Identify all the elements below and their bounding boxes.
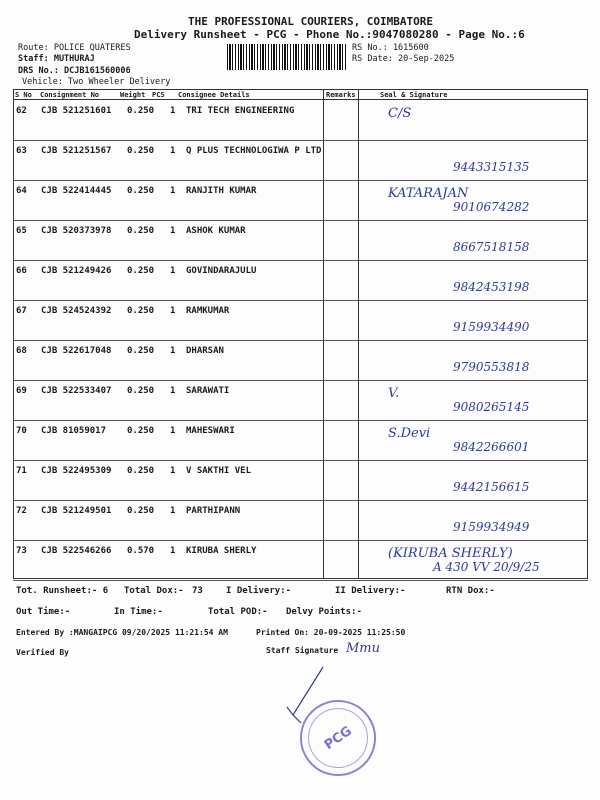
row-signature-phone: 9080265145 <box>453 400 530 414</box>
row-consignee: RAMKUMAR <box>186 306 230 316</box>
col-weight: Weight <box>120 91 146 99</box>
row-pcs: 1 <box>170 226 176 236</box>
table-row <box>13 500 588 540</box>
row-signature-phone: 9159934490 <box>453 320 530 334</box>
col-seal-signature: Seal & Signature <box>380 91 448 99</box>
table-row <box>13 100 588 140</box>
row-consignment-no: CJB 522546266 <box>41 546 112 556</box>
rs-number: RS No.: 1615600 <box>352 43 429 53</box>
row-consignee: PARTHIPANN <box>186 506 241 516</box>
runsheet-title: Delivery Runsheet - PCG - Phone No.:9047080280 - Page No.:6 <box>134 28 525 41</box>
row-pcs: 1 <box>170 306 176 316</box>
row-consignment-no: CJB 521249501 <box>41 506 112 516</box>
i-delivery: I Delivery:- <box>226 586 292 596</box>
row-consignment-no: CJB 522617048 <box>41 346 112 356</box>
row-weight: 0.250 <box>127 386 155 396</box>
row-pcs: 1 <box>170 506 176 516</box>
row-consignee: SARAWATI <box>186 386 230 396</box>
row-weight: 0.250 <box>127 106 155 116</box>
delivery-points: Delvy Points:- <box>286 607 362 617</box>
row-signature: (KIRUBA SHERLY) <box>388 546 513 561</box>
row-pcs: 1 <box>170 146 176 156</box>
row-weight: 0.250 <box>127 146 155 156</box>
row-consignee: TRI TECH ENGINEERING <box>186 106 295 116</box>
row-weight: 0.250 <box>127 266 155 276</box>
row-weight: 0.250 <box>127 426 155 436</box>
table-row <box>13 540 588 580</box>
total-dox-value: 73 <box>192 586 203 596</box>
col-pcs: PCS <box>152 91 165 99</box>
table-row <box>13 140 588 180</box>
table-row <box>13 260 588 300</box>
col-sno: S No <box>15 91 32 99</box>
row-signature-phone: 9010674282 <box>453 200 530 214</box>
drs-label: DRS No.: DCJB161560006 <box>18 66 131 76</box>
row-weight: 0.250 <box>127 346 155 356</box>
row-signature: KATARAJAN <box>388 186 469 201</box>
row-consignee: V SAKTHI VEL <box>186 466 252 476</box>
row-signature-phone: 8667518158 <box>453 240 530 254</box>
total-runsheet: Tot. Runsheet:- 6 <box>16 586 109 596</box>
row-signature: S.Devi <box>388 426 431 441</box>
row-pcs: 1 <box>170 106 176 116</box>
staff-signature-label: Staff Signature <box>266 646 339 655</box>
row-sno: 70 <box>16 426 27 436</box>
row-weight: 0.250 <box>127 186 155 196</box>
row-sno: 66 <box>16 266 27 276</box>
row-signature-phone: 9842266601 <box>453 440 530 454</box>
company-name: THE PROFESSIONAL COURIERS, COIMBATORE <box>188 15 434 28</box>
row-consignee: ASHOK KUMAR <box>186 226 246 236</box>
rs-date: RS Date: 20-Sep-2025 <box>352 54 455 64</box>
row-sno: 67 <box>16 306 27 316</box>
row-sno: 63 <box>16 146 27 156</box>
row-sno: 62 <box>16 106 27 116</box>
row-consignee: Q PLUS TECHNOLOGIWA P LTD <box>186 146 322 156</box>
table-row <box>13 420 588 460</box>
table-row <box>13 460 588 500</box>
row-pcs: 1 <box>170 426 176 436</box>
table-row <box>13 180 588 220</box>
row-pcs: 1 <box>170 186 176 196</box>
row-consignee: DHARSAN <box>186 346 224 356</box>
verified-by: Verified By <box>16 648 69 657</box>
row-sno: 64 <box>16 186 27 196</box>
row-signature: V. <box>388 386 400 401</box>
printed-on: Printed On: 20-09-2025 11:25:50 <box>256 628 406 637</box>
staff-label: Staff: MUTHURAJ <box>18 54 95 64</box>
row-sno: 68 <box>16 346 27 356</box>
in-time: In Time:- <box>114 607 163 617</box>
row-weight: 0.250 <box>127 506 155 516</box>
row-consignee: KIRUBA SHERLY <box>186 546 257 556</box>
row-pcs: 1 <box>170 546 176 556</box>
row-weight: 0.250 <box>127 226 155 236</box>
rtn-dox: RTN Dox:- <box>446 586 495 596</box>
ii-delivery: II Delivery:- <box>335 586 406 596</box>
staff-signature-mark: Mmu <box>346 641 381 656</box>
row-divider <box>13 580 588 581</box>
row-consignee: MAHESWARI <box>186 426 235 436</box>
row-signature-phone: 9790553818 <box>453 360 530 374</box>
row-sno: 65 <box>16 226 27 236</box>
row-pcs: 1 <box>170 346 176 356</box>
row-pcs: 1 <box>170 466 176 476</box>
row-sno: 69 <box>16 386 27 396</box>
col-consignee: Consignee Details <box>178 91 250 99</box>
row-weight: 0.250 <box>127 466 155 476</box>
row-consignment-no: CJB 520373978 <box>41 226 112 236</box>
entered-by: Entered By :MANGAIPCG 09/20/2025 11:21:54 AM <box>16 628 228 637</box>
row-signature-phone: 9842453198 <box>453 280 530 294</box>
row-signature-phone: A 430 VV 20/9/25 <box>433 560 540 574</box>
row-consignee: RANJITH KUMAR <box>186 186 257 196</box>
row-pcs: 1 <box>170 386 176 396</box>
table-row <box>13 340 588 380</box>
row-consignment-no: CJB 524524392 <box>41 306 112 316</box>
table-row <box>13 380 588 420</box>
row-sno: 72 <box>16 506 27 516</box>
row-consignment-no: CJB 521251601 <box>41 106 112 116</box>
row-pcs: 1 <box>170 266 176 276</box>
col-consignment: Consignment No <box>40 91 100 99</box>
row-weight: 0.250 <box>127 306 155 316</box>
row-consignment-no: CJB 521251567 <box>41 146 112 156</box>
row-consignment-no: CJB 521249426 <box>41 266 112 276</box>
route-label: Route: POLICE QUATERES <box>18 43 131 53</box>
row-consignment-no: CJB 522495309 <box>41 466 112 476</box>
row-sno: 71 <box>16 466 27 476</box>
col-remarks: Remarks <box>326 91 356 99</box>
total-pod: Total POD:- <box>208 607 268 617</box>
row-signature: C/S <box>388 106 412 121</box>
barcode <box>227 44 347 70</box>
table-row <box>13 220 588 260</box>
table-row <box>13 300 588 340</box>
total-dox: Total Dox:- <box>124 586 184 596</box>
row-signature-phone: 9443315135 <box>453 160 530 174</box>
company-stamp: PCG <box>285 685 391 791</box>
row-sno: 73 <box>16 546 27 556</box>
row-consignment-no: CJB 522533407 <box>41 386 112 396</box>
row-consignment-no: CJB 522414445 <box>41 186 112 196</box>
row-weight: 0.570 <box>127 546 155 556</box>
vehicle-label: Vehicle: Two Wheeler Delivery <box>22 77 171 87</box>
row-consignment-no: CJB 81059017 <box>41 426 107 436</box>
row-consignee: GOVINDARAJULU <box>186 266 257 276</box>
out-time: Out Time:- <box>16 607 71 617</box>
row-signature-phone: 9159934949 <box>453 520 530 534</box>
row-signature-phone: 9442156615 <box>453 480 530 494</box>
